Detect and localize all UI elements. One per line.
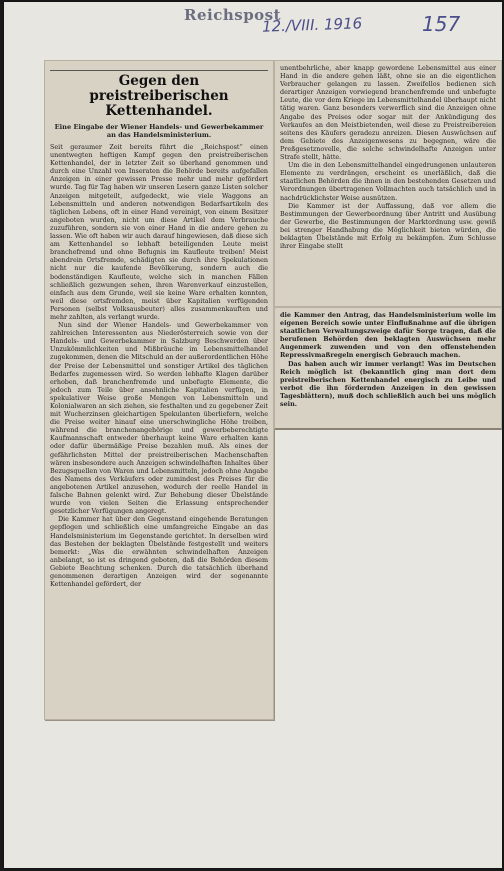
clipping-right-column-top bbox=[274, 60, 502, 307]
newspaper-stamp: Reichspost bbox=[184, 6, 282, 24]
archive-sheet bbox=[4, 2, 502, 868]
headline-line-1: Gegen den preistreiberischen bbox=[89, 73, 229, 104]
paragraph: Um die in den Lebensmittelhandel eingedrungenen unlauteren Elemente zu verdrängen, erscheint es unerläßlich, daß die staatlichen Behörden die ihnen in den bestehenden Gesetzen und Verordnungen übertragenen Vollmachten auch tatsächlich und in nachdrücklichster Weise ausnützen. bbox=[280, 161, 496, 202]
clipping-right-column-bottom bbox=[274, 307, 502, 430]
paragraph: Die Kammer ist der Auffassung, daß vor allem die Bestimmungen der Gewerbeordnung über Antritt und Ausübung der Gewerbe, die Bestimmungen der Marktordnung usw. gewiß bei strenger Handhabung die Möglichkeit bieten würden, die beklagten Übelstände mit Erfolg zu bekämpfen. Zum Schlusse ihrer Eingabe stellt bbox=[280, 201, 496, 251]
article-headline bbox=[50, 70, 268, 119]
paragraph: Seit geraumer Zeit bereits führt die „Reichspost“ einen unentwegten heftigen Kampf gegen den preistreiberischen Kettenhandel, der in letzter Zeit so überhand genommen und durch eine Unzahl von Inseraten die Behörde bereits aufgefallen Anzeigen in einer gewissen Presse mehr und mehr gefördert wurde. Tag für Tag haben wir unseren Lesern ganze Listen solcher Anzeigen mitgeteilt, aufgedeckt, wie viele Waggons an Lebensmitteln und anderen notwendigen Bedarfsartikeln des täglichen Lebens, oft in einer Hand vereinigt, von einem Besitzer angeboten wurden, nicht um diese Artikel dem Verbrauche zuzuführen, sondern sie von einer Hand in die andere gehen zu lassen. Wie oft haben wir auch darauf hingewiesen, daß diese sich am Kettenhandel so lebhaft beteiligenden Leute meist branchefremd und ohne Befugnis im Kaufleute treiben! Meist abendrein Ortsfremde, schädigten sie durch ihre Spekulationen nicht nur die kaufende Bevölkerung, sondern auch die bodenständigen Kaufleute, welche sich in manchen Fällen schließlich gezwungen sehen, ihren Warenverkauf einzustellen, einfach aus dem Grunde, weil sie keine Ware erhalten konnten, weil diese ortsfremden, meist über Kapitalien verfügenden Personen (selbst Volksausbeuter) alles zusammenkauften und mehr zahlten, als verlangt wurde. bbox=[50, 143, 268, 321]
handwritten-page-number: 157 bbox=[422, 12, 461, 36]
paragraph: Die Kammer hat über den Gegenstand eingehende Beratungen gepflogen und schließlich eine umfangreiche Eingabe an das Handelsministerium im Gegenstande gerichtet. In derselben wird das Bestehen der beklagten Übelstände festgestellt und weiters bemerkt: „Was die erwähnten schwindelhaften Anzeigen anbelangt, so ist es dringend geboten, daß die Behörden diesem Gebiete Beachtung schenken. Durch die tatsächlich überhand genommenen derartigen Anzeigen wird der sogenannte Kettenhandel gefördert, der bbox=[50, 515, 268, 589]
paragraph: Nun sind der Wiener Handels- und Gewerbekammer von zahlreichen Interessenten aus Niederösterreich sowie von der Handels- und Gewerbekammer in Salzburg Beschwerden über Unzukömmlichkeiten und Mißbräuche im Lebensmittelhandel zugekommen, denen die Mitschuld an der außerordentlichen Höhe der Preise der Lebensmittel und sonstiger Artikel des täglichen Bedarfes zugemessen wird. So werden lebhafte Klagen darüber erhoben, daß branchenfremde und unbefugte Elemente, die jedoch zum Teile über ansehnliche Kapitalien verfügen, in spekulativer Weise große Mengen von Lebensmitteln und Kolonialwaren an sich ziehen, sie festhalten und zu gegebener Zeit mit Wucherzinsen gleichartigen Spekulanten überliefern, welche die Preise weiter hinauf eine unerschwingliche Höhe treiben, während die branchenangehörige und gewerbeberechtigte Kaufmannschaft entweder überhaupt keine Ware erhalten kann oder dafür übermäßige Preise bezahlen muß. Als eines der gefährlichsten Mittel der preistreiberischen Machenschaften wären insbesondere auch Anzeigen schwindelhaften Inhaltes über Bezugsquellen von Waren und Lebensmitteln, jedoch ohne Angabe des Namens des Verkäufers oder zumindest des Preises für die angebotenen Artikel anzusehen, wodurch der reelle Handel in falsche Bahnen gelenkt wird. Zur Behebung dieser Übelstände wurde von vielen Seiten die Erlassung entsprechender gesetzlicher Verfügungen angeregt. bbox=[50, 321, 268, 516]
clipping-left-column bbox=[44, 60, 274, 720]
paragraph: die Kammer den Antrag, das Handelsministerium wolle im eigenen Bereich sowie unter Einflußnahme auf die übrigen staatlichen Verwaltungszweige dafür Sorge tragen, daß die berufenen Behörden den beklagten Auswüchsen mehr Augenmerk zuwenden und von den offenstehenden Repressivmaßregeln energisch Gebrauch machen. bbox=[280, 311, 496, 360]
handwritten-date: 12./VIII. 1916 bbox=[261, 14, 363, 36]
paragraph: Das haben auch wir immer verlangt! Was im Deutschen Reich möglich ist (bekanntlich ging man dort dem preistreiberischen Kettenhandel energisch zu Leibe und verbot die ihn fördernden Anzeigen in den gewissen Tagesblättern), muß doch schließlich auch bei uns möglich sein. bbox=[280, 359, 496, 409]
article-subhead: Eine Eingabe der Wiener Handels- und Gewerbekammer an das Handelsministerium. bbox=[54, 123, 264, 139]
headline-line-2: Kettenhandel. bbox=[105, 103, 213, 119]
paragraph: unentbehrliche, aber knapp gewordene Lebensmittel aus einer Hand in die andere gehen läßt, ohne sie an die eigentlichen Verbraucher gelangen zu lassen. Zweifellos bedienen sich derartiger Anzeigen vorwiegend branchenfremde und unbefugte Leute, die vor dem Kriege im Lebensmittelhandel überhaupt nicht tätig waren. Ganz besonders verwerflich sind die Anzeigen ohne Angabe des Preises oder sogar mit der Ankündigung des Verkaufes an den Meistbietenden, weil diese zu Preistreibereien seitens des Käufers geradezu anreizen. Diesen Auswüchsen auf dem Gebiete des Anzeigenwesens zu begegnen, wäre die Preßgesetznovelle, die solche schwindelhafte Anzeigen unter Strafe stellt, hätte. bbox=[280, 64, 496, 162]
